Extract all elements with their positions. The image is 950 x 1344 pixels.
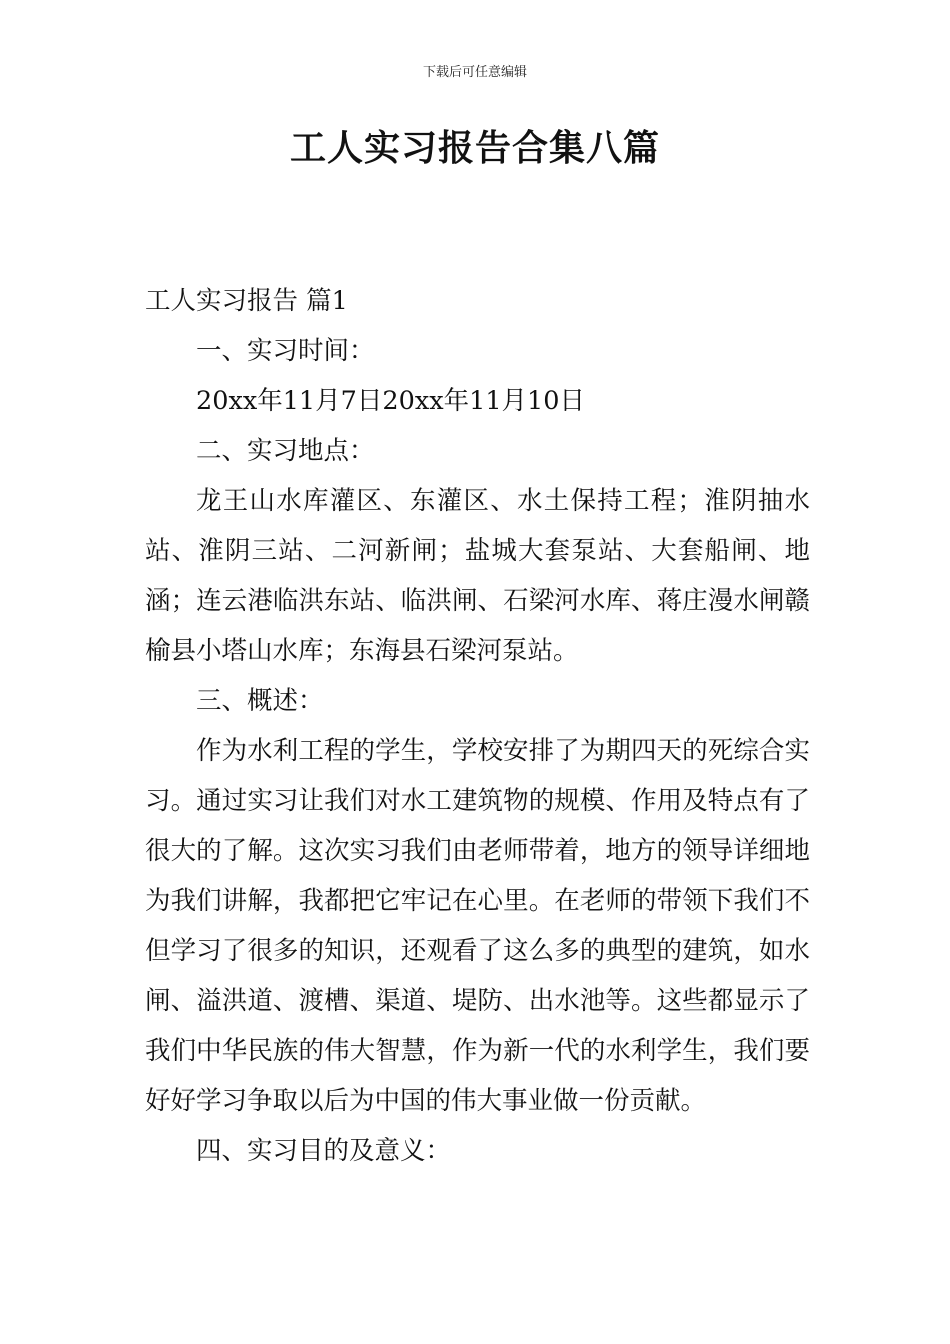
- paragraph-internship-locations: 龙王山水库灌区、东灌区、水土保持工程；淮阴抽水站、淮阴三站、二河新闸；盐城大套泵站、大套船闸、地涵；连云港临洪东站、临洪闸、石梁河水库、蒋庄漫水闸赣榆县小塔山水库；东海县石梁河泵站。: [145, 486, 810, 666]
- paragraph-purpose-heading: 四、实习目的及意义：: [196, 1136, 452, 1166]
- page-header-note: 下载后可任意编辑: [422, 65, 527, 80]
- document-title: 工人实习报告合集八篇: [289, 128, 660, 169]
- section-heading: 工人实习报告 篇1: [145, 286, 348, 316]
- paragraph-internship-dates: 20xx年11月7日20xx年11月10日: [196, 386, 585, 416]
- paragraph-internship-time-heading: 一、实习时间：: [196, 336, 375, 366]
- paragraph-internship-location-heading: 二、实习地点：: [196, 436, 375, 466]
- document-body: [145, 276, 810, 1176]
- paragraph-overview: 作为水利工程的学生，学校安排了为期四天的死综合实习。通过实习让我们对水工建筑物的规模、作用及特点有了很大的了解。这次实习我们由老师带着，地方的领导详细地为我们讲解，我都把它牢记在心里。在老师的带领下我们不但学习了很多的知识，还观看了这么多的典型的建筑，如水闸、溢洪道、渡槽、渠道、堤防、出水池等。这些都显示了我们中华民族的伟大智慧，作为新一代的水利学生，我们要好好学习争取以后为中国的伟大事业做一份贡献。: [145, 736, 810, 1116]
- paragraph-overview-heading: 三、概述：: [196, 686, 324, 716]
